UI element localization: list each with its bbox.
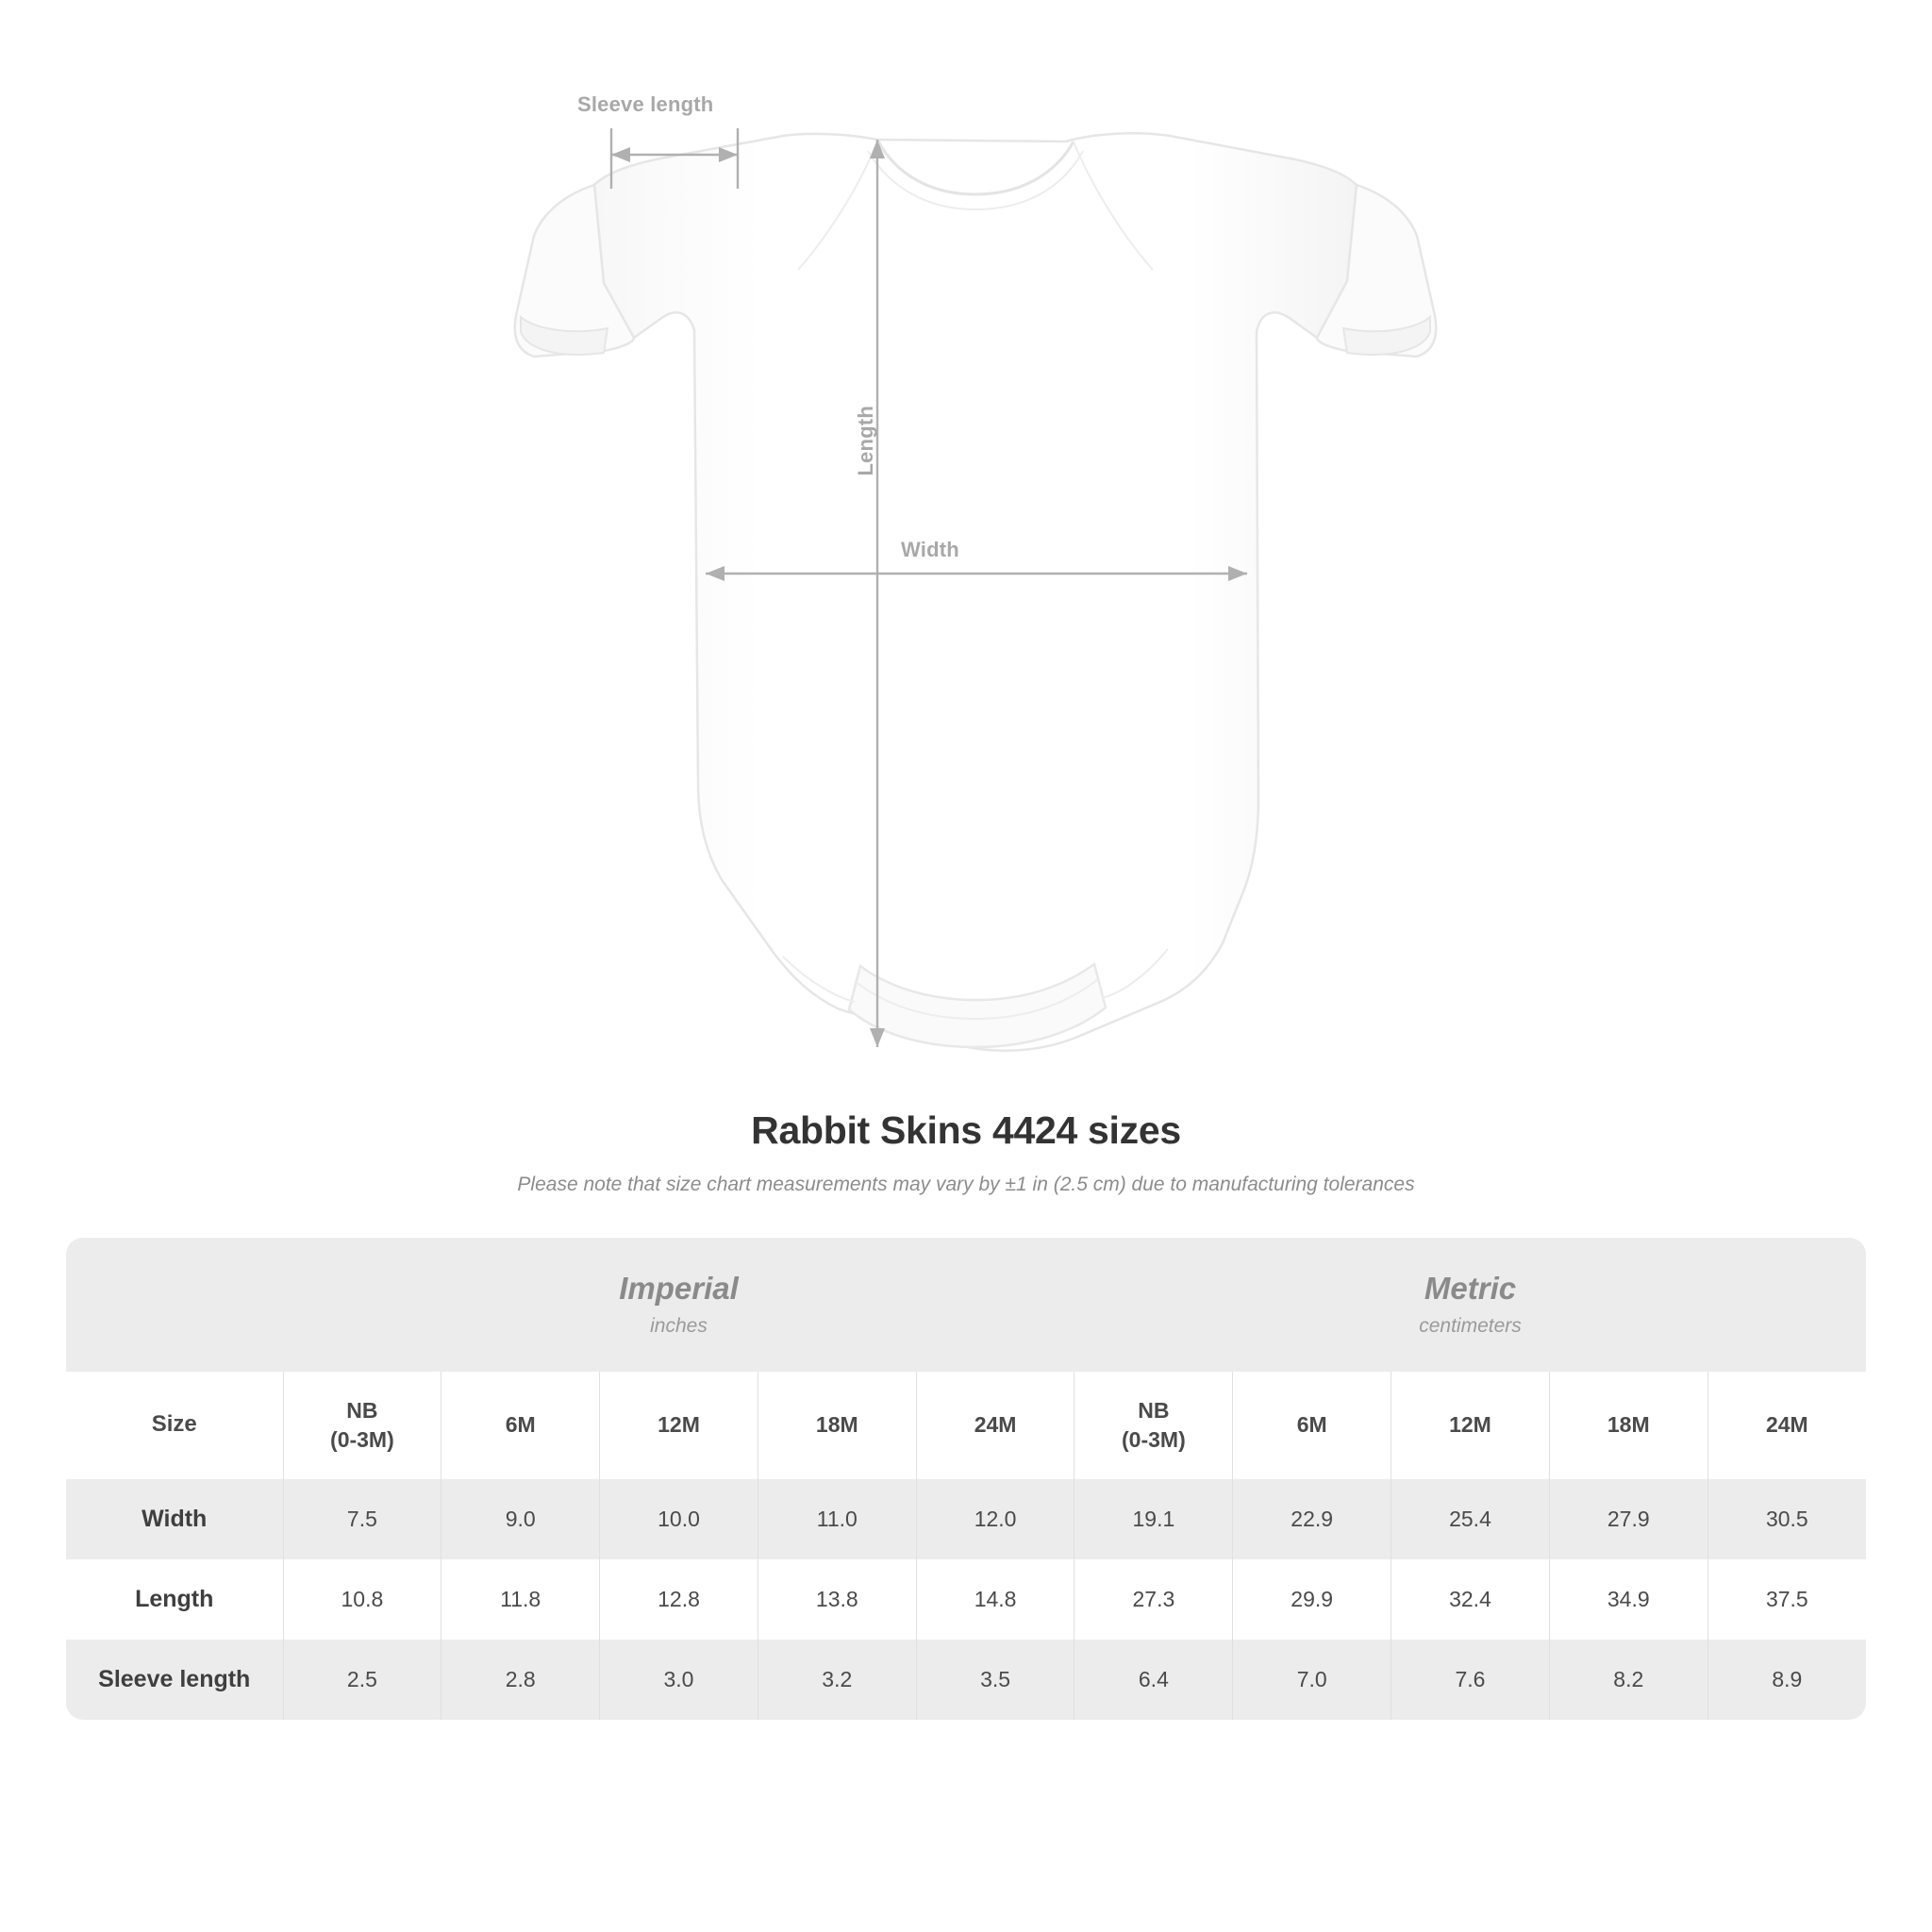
cell-sleeve-imperial-12m: 3.0 — [600, 1640, 758, 1720]
header-size: Size — [66, 1372, 283, 1479]
title-block — [0, 1108, 1932, 1196]
size-table-container — [66, 1238, 1866, 1720]
size-table — [66, 1238, 1866, 1720]
cell-width-imperial-24m: 12.0 — [916, 1479, 1074, 1559]
cell-width-imperial-12m: 10.0 — [600, 1479, 758, 1559]
cell-length-imperial-24m: 14.8 — [916, 1559, 1074, 1640]
header-imperial-nb — [283, 1372, 441, 1479]
tolerance-note: Please note that size chart measurements may vary by ±1 in (2.5 cm) due to manufacturing tolerances — [517, 1174, 1415, 1195]
row-label-length: Length — [66, 1559, 283, 1640]
cell-length-metric-18m: 34.9 — [1549, 1559, 1707, 1640]
cell-length-imperial-6m: 11.8 — [441, 1559, 600, 1640]
header-metric-24m: 24M — [1707, 1372, 1866, 1479]
cell-length-imperial-nb: 10.8 — [283, 1559, 441, 1640]
header-imperial-12m: 12M — [600, 1372, 758, 1479]
sleeve-length-dimension-label: Sleeve length — [577, 92, 714, 116]
cell-width-metric-18m: 27.9 — [1549, 1479, 1707, 1559]
page-title: Rabbit Skins 4424 sizes — [751, 1108, 1181, 1152]
cell-length-metric-24m: 37.5 — [1707, 1559, 1866, 1640]
header-metric-6m: 6M — [1233, 1372, 1391, 1479]
unit-system-row — [66, 1238, 1866, 1372]
row-label-sleeve-length: Sleeve length — [66, 1640, 283, 1720]
imperial-unit: inches — [650, 1314, 708, 1337]
metric-group-header — [1074, 1238, 1866, 1372]
cell-length-metric-nb: 27.3 — [1074, 1559, 1233, 1640]
table-row — [66, 1640, 1866, 1720]
header-metric-12m: 12M — [1391, 1372, 1550, 1479]
cell-sleeve-metric-12m: 7.6 — [1391, 1640, 1550, 1720]
cell-width-metric-6m: 22.9 — [1233, 1479, 1391, 1559]
cell-sleeve-imperial-nb: 2.5 — [283, 1640, 441, 1720]
table-header-row — [66, 1372, 1866, 1479]
length-dimension-label: Length — [854, 406, 877, 476]
header-imperial-6m: 6M — [441, 1372, 600, 1479]
cell-sleeve-imperial-24m: 3.5 — [916, 1640, 1074, 1720]
metric-unit: centimeters — [1419, 1314, 1522, 1337]
cell-length-imperial-12m: 12.8 — [600, 1559, 758, 1640]
cell-sleeve-metric-24m: 8.9 — [1707, 1640, 1866, 1720]
cell-width-imperial-nb: 7.5 — [283, 1479, 441, 1559]
header-imperial-nb-line1: NB — [346, 1397, 378, 1423]
metric-label: Metric — [1424, 1271, 1517, 1306]
cell-width-metric-24m: 30.5 — [1707, 1479, 1866, 1559]
header-imperial-nb-line2: (0-3M) — [330, 1426, 394, 1452]
table-row — [66, 1479, 1866, 1559]
cell-sleeve-metric-6m: 7.0 — [1233, 1640, 1391, 1720]
cell-width-metric-12m: 25.4 — [1391, 1479, 1550, 1559]
cell-width-metric-nb: 19.1 — [1074, 1479, 1233, 1559]
cell-length-imperial-18m: 13.8 — [758, 1559, 916, 1640]
cell-sleeve-metric-nb: 6.4 — [1074, 1640, 1233, 1720]
unit-row-spacer — [66, 1238, 283, 1372]
table-row — [66, 1559, 1866, 1640]
cell-sleeve-metric-18m: 8.2 — [1549, 1640, 1707, 1720]
cell-width-imperial-6m: 9.0 — [441, 1479, 600, 1559]
header-metric-18m: 18M — [1549, 1372, 1707, 1479]
header-metric-nb-line1: NB — [1138, 1397, 1170, 1423]
imperial-label: Imperial — [619, 1271, 739, 1306]
row-label-width: Width — [66, 1479, 283, 1559]
cell-length-metric-12m: 32.4 — [1391, 1559, 1550, 1640]
cell-length-metric-6m: 29.9 — [1233, 1559, 1391, 1640]
imperial-group-header — [283, 1238, 1074, 1372]
header-imperial-18m: 18M — [758, 1372, 916, 1479]
cell-width-imperial-18m: 11.0 — [758, 1479, 916, 1559]
cell-sleeve-imperial-6m: 2.8 — [441, 1640, 600, 1720]
width-dimension-label: Width — [901, 538, 959, 561]
cell-sleeve-imperial-18m: 3.2 — [758, 1640, 916, 1720]
header-metric-nb — [1074, 1372, 1233, 1479]
header-metric-nb-line2: (0-3M) — [1122, 1426, 1186, 1452]
header-imperial-24m: 24M — [916, 1372, 1074, 1479]
